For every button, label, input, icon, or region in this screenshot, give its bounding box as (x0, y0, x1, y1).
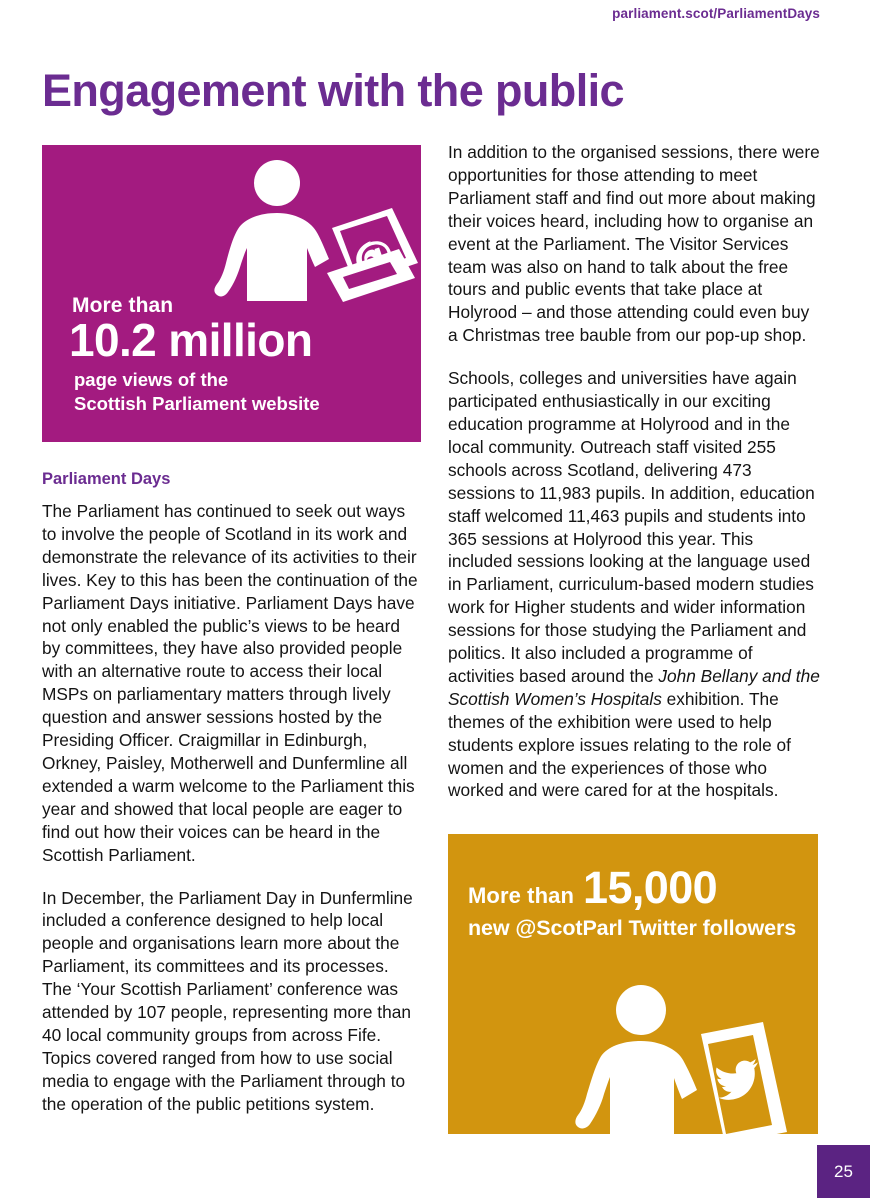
stat-gold-text (468, 862, 808, 941)
person-with-laptop-at-symbol-icon (195, 151, 421, 311)
stat-panel-twitter-followers (448, 834, 818, 1134)
stat-caption-line-2: Scottish Parliament website (74, 392, 320, 414)
person-with-tablet-twitter-bird-icon (553, 980, 793, 1134)
stat-more-than-label: More than (72, 294, 174, 318)
right-paragraph-1: In addition to the organised sessions, there were opportunities for those attending to meet Parliament staff and find out more about making their voices heard, including how to organise an event at the Parliament. The Visitor Services team was also on hand to talk about the free tours and public events that take place at Holyrood – and those attending could even buy a Christmas tree bauble from our pop-up shop. (448, 142, 820, 346)
exhibition-title: John Bellany and the Scottish Women’s Hospitals (448, 665, 820, 709)
right-column (448, 141, 820, 1134)
section-heading-parliament-days: Parliament Days (42, 470, 171, 488)
right-paragraph-2-part-a: Schools, colleges and universities have again participated enthusiastically in our exciting education programme at Holyrood and in the local community. Outreach staff visited 255 schools across Scotland, delivering 473 sessions to 11,983 pupils. In addition, education staff welcomed 11,463 pupils and students into 365 sessions at Holyrood this year. This included sessions looking at the language used in Parliament, curriculum-based modern studies work for Higher students and wider information sessions for those studying the Parliament and politics. It also included a programme of activities based around the (448, 368, 815, 686)
stat-gold-value: 15,000 (583, 862, 718, 914)
stat-caption-line-1: page views of the (74, 368, 229, 390)
stat-gold-more-than-label: More than (468, 883, 575, 909)
stat-gold-caption: new @ScotParl Twitter followers (468, 916, 797, 941)
stat-value: 10.2 million (69, 314, 313, 367)
left-paragraph-2: In December, the Parliament Day in Dunfermline included a conference designed to help local people and organisations learn more about the Parliament, its committees and its processes. The ‘Your Scottish Parliament’ conference was attended by 107 people, representing more than 40 local community groups from across Fife. Topics covered ranged from how to use social media to engage with the Parliament through to the operation of the public petitions system. (42, 887, 413, 1114)
header-url: parliament.scot/ParliamentDays (612, 6, 820, 21)
stat-panel-page-views (42, 145, 421, 442)
left-column (42, 145, 422, 1116)
page-number-badge: 25 (817, 1145, 870, 1198)
stat-panel-text (69, 294, 320, 416)
page-title: Engagement with the public (42, 65, 624, 116)
left-paragraph-1: The Parliament has continued to seek out ways to involve the people of Scotland in its work and demonstrate the relevance of its activities to their lives. Key to this has been the continuation of the Parliament Days initiative. Parliament Days have not only enabled the public’s views to be heard by committees, they have also provided people with an alternative route to access their local MSPs on parliamentary matters through lively question and answer sessions hosted by the Presiding Officer. Craigmillar in Edinburgh, Orkney, Paisley, Motherwell and Dunfermline all extended a warm welcome to the Parliament this year and showed that local people are eager to find out how their voices can be heard in the Scottish Parliament. (42, 501, 418, 865)
right-paragraph-2 (448, 367, 820, 802)
right-paragraph-2-part-b: exhibition. The themes of the exhibition were used to help students explore issues relating to the role of women and the experiences of those who worked and were cared for at the hospitals. (448, 688, 791, 801)
